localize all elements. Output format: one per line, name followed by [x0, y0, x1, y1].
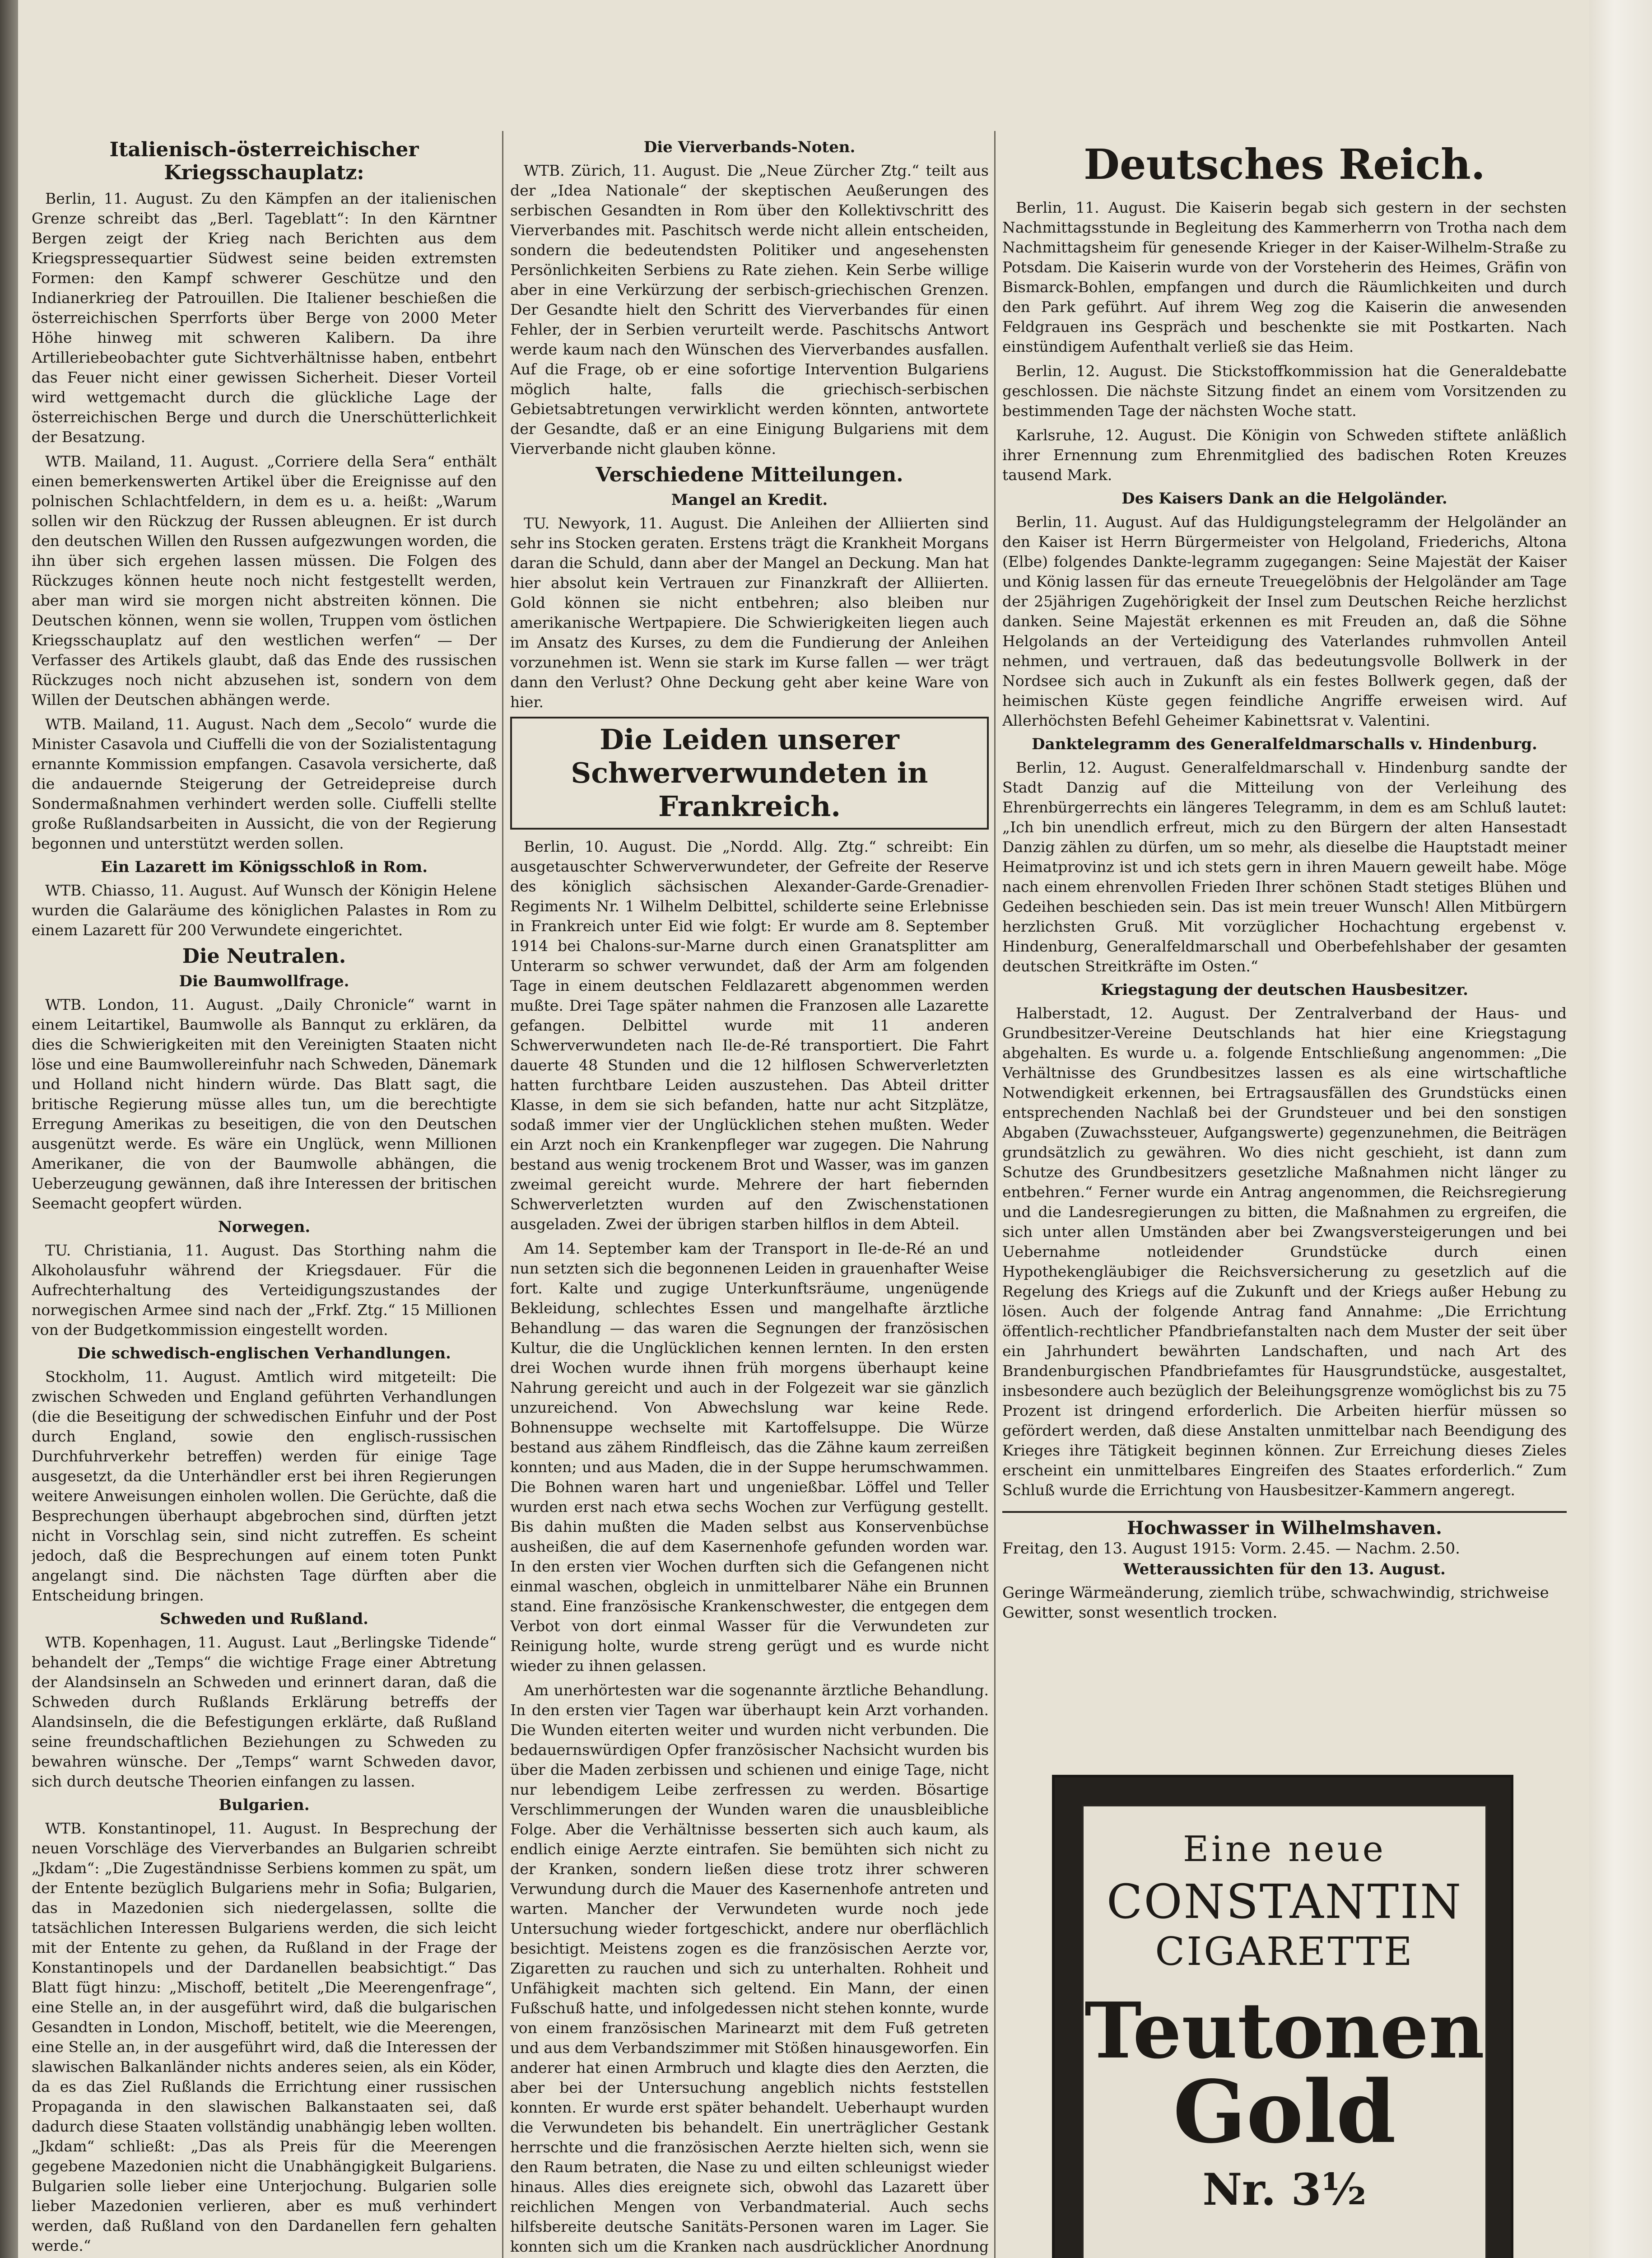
subheadline: Mangel an Kredit.: [671, 491, 828, 509]
section-heading: Verschiedene Mitteilungen.: [596, 463, 903, 486]
tide-heading: Hochwasser in Wilhelmshaven.: [1002, 1511, 1567, 1539]
article-paragraph: Berlin, 10. August. Die „Nordd. Allg. Ztg.“ schreibt: Ein ausgetauschter Schwerverwundeter, der Gefreite der Reserve des königlich sächsischen Alexander-Garde-Grenadier-Regiments Nr. 1 Wilhelm Delbittel, schilderte seine Erlebnisse in Frankreich unter Eid wie folgt: Er wurde am 8. September 1914 bei Chalons-sur-Marne durch einen Granatsplitter am Unterarm so schwer verwundet, daß der Arm am folgenden Tage in einem deutschen Feldlazarett abgenommen werden mußte. Drei Tage später nahmen die Franzosen alle Lazarette gefangen. Delbittel wurde mit 11 anderen Schwerverwundeten nach Ile-de-Ré transportiert. Die Fahrt dauerte 48 Stunden und die 12 hilflosen Schwerverletzten hatten furchtbare Leiden auszustehen. Das Abteil dritter Klasse, in dem sie sich befanden, hatte nur acht Sitzplätze, sodaß immer vier der Unglücklichen stehen mußten. Weder ein Arzt noch ein Krankenpfleger war zugegen. Die Nahrung bestand aus wenig trockenem Brot und Wasser, was im ganzen zweimal gereicht wurde. Mehrere der hart fiebernden Schwerverletzten wurden auf den Zwischenstationen ausgeladen. Zwei der übrigen starben hilflos in dem Abteil.: [510, 838, 989, 1233]
ad-line: CIGARETTE: [1155, 1929, 1414, 1974]
ad-line: Eine neue: [1183, 1829, 1386, 1870]
article-paragraph: Berlin, 12. August. Generalfeldmarschall v. Hindenburg sandte der Stadt Danzig auf die Mitteilung von der Verleihung des Ehrenbürgerrechts ein längeres Telegramm, in dem es am Schluß lautet: „Ich bin unendlich erfreut, mich zu den Bürgern der alten Hansestadt Danzig zählen zu dürfen, um so mehr, als dieselbe die Hauptstadt meiner Heimatprovinz ist und ich stets gern in ihren Mauern geweilt habe. Möge nach einem ehrenvollen Frieden Ihrer schönen Stadt stetiges Blühen und Gedeihen beschieden sein. Das ist mein treuer Wunsch! Allen Mitbürgern herzlichsten Gruß. Mit vorzüglicher Hochachtung ergebenst v. Hindenburg, Generalfeldmarschall und Oberbefehlshaber der gesamten deutschen Streitkräfte im Osten.“: [1002, 759, 1567, 975]
article-paragraph: WTB. Konstantinopel, 11. August. In Besprechung der neuen Vorschläge des Vierverbandes an Bulgarien schreibt „Jkdam“: „Die Zugeständnisse Serbiens kommen zu spät, um der Entente bezüglich Bulgariens mehr in Sofia; Bulgarien, das in Mazedonien sich niedergelassen, sollte die tatsächlichen Interessen Bulgariens werden, die sich leicht mit der Entente zu gehen, da Rußland in der Frage der Konstantinopels und der Dardanellen beabsichtigt.“ Das Blatt fügt hinzu: „Mischoff, betitelt „Die Meerengenfrage“, eine Stelle an, in der ausgeführt wird, daß die bulgarischen Gesandten in London, Mischoff, betitelt, wie die Meerengen, eine Stelle an, in der ausgeführt wird, daß die Interessen der slawischen Balkanländer nichts anderes seien, als ein Köder, da es das Ziel Rußlands die Errichtung einer russischen Propaganda in den slawischen Balkanstaaten sei, daß dadurch diese Staaten vollständig unabhängig leben wollten. „Jkdam“ schließt: „Das als Preis für die Meerengen gegebene Mazedonien nicht die Unabhängigkeit Bulgariens. Bulgarien solle lieber eine Unterjochung. Bulgarien solle lieber Mazedonien verlieren, aber es muß verhindert werden, daß Rußland von den Dardanellen fern gehalten werde.“: [32, 1819, 497, 2254]
page-margin: [1589, 0, 1652, 2258]
article-paragraph: WTB. Kopenhagen, 11. August. Laut „Berlingske Tidende“ behandelt der „Temps“ die wichtige Frage einer Abtretung der Alandsinseln an Schweden und erinnert daran, daß die Schweden durch Rußlands Erklärung betreffs der Alandsinseln, die die Befestigungen erklärte, daß Rußland seine freundschaftlichen Beziehungen zu Schweden zu bewahren wünsche. Der „Temps“ warnt Schweden davor, sich durch deutsche Theorien einfangen zu lassen.: [32, 1633, 497, 1790]
article-paragraph: Berlin, 11. August. Die Kaiserin begab sich gestern in der sechsten Nachmittagsstunde in Begleitung des Kammerherrn von Trotha nach dem Nachmittagsheim für genesende Krieger in der Kaiser-Wilhelm-Straße zu Potsdam. Die Kaiserin wurde von der Vorsteherin des Heimes, Gräfin von Bismarck-Bohlen, empfangen und durch die Räumlichkeiten und durch den Park geführt. Auf ihrem Weg zog die Kaiserin die anwesenden Feldgrauen ins Gespräch und beschenkte sie mit Postkarten. Nach einstündigem Aufenthalt verließ sie das Heim.: [1002, 199, 1567, 355]
boxed-headline: Die Leiden unserer Schwerverwundeten in Frankreich.: [510, 717, 989, 830]
subheadline: Die Vierverbands-Noten.: [643, 138, 856, 156]
column-rule: [502, 131, 503, 2258]
article-paragraph: WTB. Chiasso, 11. August. Auf Wunsch der Königin Helene wurden die Galaräume des königlichen Palastes in Rom zu einem Lazarett für 200 Verwundete eingerichtet.: [32, 882, 497, 939]
article-paragraph: Berlin, 11. August. Zu den Kämpfen an der italienischen Grenze schreibt das „Berl. Tageblatt“: In den Kärntner Bergen zeigt der Krieg nach Berichten aus dem Kriegspressequartier Südwest seine beiden extremsten Formen: den Kampf schwerer Geschütze und den Indianerkrieg der Patrouillen. Die Italiener beschießen die österreichischen Sperrforts über Berge von 2000 Meter Höhe hinweg mit schweren Kalibern. Da ihre Artilleriebeobachter gute Sichtverhältnisse haben, entbehrt das Feuer nicht einer gewissen Sicherheit. Dieser Vorteil wird wettgemacht durch die glückliche Lage der österreichischen Berge und durch die Unerschütterlichkeit der Besatzung.: [32, 190, 497, 446]
headline: Italienisch-österreichischer Kriegsschauplatz:: [109, 138, 419, 184]
article-paragraph: Berlin, 12. August. Die Stickstoffkommission hat die Generaldebatte geschlossen. Die nächste Sitzung findet an einem vom Vorsitzenden zu bestimmenden Tage der nächsten Woche statt.: [1002, 362, 1567, 420]
article-paragraph: Am 14. September kam der Transport in Ile-de-Ré an und nun setzten sich die begonnenen Leiden in grauenhafter Weise fort. Kalte und zugige Unterkunftsräume, ungenügende Bekleidung, schlechtes Essen und mangelhafte ärztliche Behandlung — das waren die Segnungen der französischen Kultur, die die Unglücklichen kennen lernten. In den ersten drei Wochen wurde ihnen früh morgens überhaupt keine Nahrung gereicht und auch in der Folgezeit war sie gänzlich unzureichend. Von Abwechslung war keine Rede. Bohnensuppe wechselte mit Kartoffelsuppe. Die Würze bestand aus zähem Rindfleisch, das die Zähne kaum zerreißen konnten; und aus Maden, die in der Suppe herumschwammen. Die Bohnen waren hart und ungenießbar. Löffel und Teller wurden erst nach etwa sechs Wochen zur Verfügung gestellt. Bis dahin mußten die Maden selbst aus Konservenbüchse ausheißen, die auf dem Kasernenhofe gefunden worden war. In den ersten vier Wochen durften sich die Gefangenen nicht einmal waschen, obgleich in unmittelbarer Nähe ein Brunnen stand. Eine französische Krankenschwester, die entgegen dem Verbot von dort einmal Wasser für die Verwundeten zur Reinigung holte, wurde streng gerügt und es wurde nicht wieder zu ihnen gelassen.: [510, 1240, 989, 1675]
article-paragraph: TU. Newyork, 11. August. Die Anleihen der Alliierten sind sehr ins Stocken geraten. Erstens trägt die Krankheit Morgans daran die Schuld, dann aber der Mangel an Deckung. Man hat hier absolut kein Vertrauen zur Finanzkraft der Alliierten. Gold können sie nicht entbehren; also bleiben nur amerikanische Wertpapiere. Die Schwierigkeiten liegen auch im Ansatz des Kurses, zu dem die Fundierung der Anleihen vorzunehmen ist. Wenn sie stark im Kurse fallen — wer trägt dann den Verlust? Ohne Deckung geht aber keine Ware von hier.: [510, 514, 989, 711]
subheadline: Norwegen.: [218, 1218, 311, 1236]
weather-text: Geringe Wärmeänderung, ziemlich trübe, schwachwindig, strichweise Gewitter, sonst wesentlich trocken.: [1002, 1584, 1549, 1622]
subheadline: Des Kaisers Dank an die Helgoländer.: [1121, 490, 1447, 508]
cigarette-advertisement: [1052, 1775, 1513, 2258]
subheadline: Bulgarien.: [219, 1796, 310, 1814]
section-heading: Deutsches Reich.: [1084, 140, 1485, 189]
previous-page-edge: [0, 0, 18, 2258]
article-paragraph: WTB. Zürich, 11. August. Die „Neue Zürcher Ztg.“ teilt aus der „Idea Nationale“ der skeptischen Aeußerungen des serbischen Gesandten in Rom über den Kollektivschritt des Vierverbandes mit. Paschitsch werde nicht allein entscheiden, sondern die bedeutendsten Politiker und angesehensten Persönlichkeiten Serbiens zu Rate ziehen. Kein Serbe willige aber in eine Verkürzung der serbisch-griechischen Grenzen. Der Gesandte hielt den Schritt des Vierverbandes für einen Fehler, der in Serbien verurteilt werde. Paschitschs Antwort werde kaum nach den Wünschen des Vierverbandes ausfallen. Auf die Frage, ob er eine sofortige Intervention Bulgariens möglich halte, falls die griechisch-serbischen Gebietsabtretungen verwirklicht werden könnten, antwortete der Gesandte, daß er an eine Einigung Bulgariens mit dem Vierverbande nicht glauben könne.: [510, 162, 989, 457]
weather-heading: Wetteraussichten für den 13. August.: [1123, 1560, 1446, 1578]
article-paragraph: Berlin, 11. August. Auf das Huldigungstelegramm der Helgoländer an den Kaiser ist Herrn Bürgermeister von Helgoland, Friederichs, Altona (Elbe) folgendes Dankte-legramm zugegangen: Seine Majestät der Kaiser und König lassen für das erneute Treuegelöbnis der Helgoländer am Tage der 25jährigen Zugehörigkeit der Insel zum Deutschen Reiche herzlichst danken. Seine Majestät erkennen es mit Freuden an, daß die Söhne Helgolands an der Verteidigung des Vaterlandes ruhmvollen Anteil nehmen, und vertrauen, daß das bedeutungsvolle Bollwerk in der Nordsee sich auch in Zukunft als ein festes Bollwerk gegen, daß der heimischen Küste gegen feindliche Angriffe erweisen wird. Auf Allerhöchsten Befehl Geheimer Kabinettsrat v. Valentini.: [1002, 513, 1567, 729]
subheadline: Die schwedisch-englischen Verhandlungen.: [77, 1344, 451, 1362]
article-paragraph: Halberstadt, 12. August. Der Zentralverband der Haus- und Grundbesitzer-Vereine Deutschlands hat hier eine Kriegstagung abgehalten. Es wurde u. a. folgende Entschließung angenommen: „Die Verhältnisse des Grundbesitzes lassen es als eine wirtschaftliche Notwendigkeit erkennen, bei Ertragsausfällen des Grundstücks einen entsprechenden Nachlaß bei der Grundsteuer und bei den sonstigen Abgaben (Zuwachssteuer, Aufgangswerte) gegenzunehmen, die Beiträgen grundsätzlich zu gewähren. Wo dies nicht geschieht, ist dann zum Schutze des Grundbesitzers gesetzliche Maßnahmen nicht länger zu entbehren.“ Ferner wurde ein Antrag angenommen, die Reichsregierung und die Landesregierungen zu bitten, die Maßnahmen zu ergreifen, die sich unter allen Umständen aber bei Zwangsversteigerungen und bei Uebernahme notleidender Grundstücke durch einen Hypothekengläubiger die Reichsversicherung zu gesetzlich auf die Regelung des Kriegs auf die Zukunft und der Kriegs außer Hebung zu lösen. Auch der folgende Antrag fand Annahme: „Die Errichtung öffentlich-rechtlicher Pfandbriefanstalten nach dem Muster der seit über ein Jahrhundert bewährten Landschaften, und nach Art des Brandenburgischen Pfandbriefamtes für Hausgrundstücke, ausgestaltet, insbesondere auch bezüglich der Beleihungsgrenze womöglichst bis zu 75 Prozent ist dringend erforderlich. Die Arbeiten hierfür müssen so gefördert werden, daß diese Anstalten unmittelbar nach Beendigung des Krieges ihre Tätigkeit beginnen können. Zur Erreichung dieses Zieles erscheint ein unmittelbares Eingreifen des Staates erforderlich.“ Zum Schluß wurde die Errichtung von Hausbesitzer-Kammern angeregt.: [1002, 1004, 1567, 1499]
subheadline: Die Baumwollfrage.: [179, 972, 349, 990]
subheadline: Kriegstagung der deutschen Hausbesitzer.: [1101, 981, 1468, 999]
article-paragraph: Am unerhörtesten war die sogenannte ärztliche Behandlung. In den ersten vier Tagen war überhaupt kein Arzt vorhanden. Die Wunden eiterten weiter und wurden nicht verbunden. Die bedauernswürdigen Opfer französischer Nachsicht wurden bis über die Maden zerbissen und schienen und einige Tage, nicht nur lebendigem Leibe zerfressen zu werden. Bösartige Verschlimmerungen der Wunden waren die unausbleibliche Folge. Aber die Verhältnisse besserten sich auch kaum, als endlich einige Aerzte eintrafen. Sie bemühten sich nicht zu der Kranken, sondern ließen diese trotz ihrer schweren Verwundung durch die Mauer des Kasernenhofe antreten und warten. Mancher der Verwundeten wurde noch jede Untersuchung wieder fortgeschickt, andere nur oberflächlich besichtigt. Meistens zogen es die französischen Aerzte vor, Zigaretten zu rauchen und sich zu unterhalten. Rohheit und Unfähigkeit machten sich geltend. Ein Mann, der einen Fußschuß hatte, und infolgedessen nicht stehen konnte, wurde von einem französischen Marinearzt mit dem Fuß getreten und aus dem Verbandszimmer mit Stößen hinausgeworfen. Ein anderer hat einen Armbruch und klagte dies den Aerzten, die aber bei der Untersuchung angeblich nichts feststellen konnten. Er wurde erst später behandelt. Ueberhaupt wurden die Verwundeten bis behandelt. Ein unerträglicher Gestank herrschte und die französischen Aerzte hielten sich, wenn sie den Raum betraten, die Nase zu und eilten schleunigst wieder hinaus. Alles dies ereignete sich, obwohl das Lazarett über reichlichen Mengen von Verbandmaterial. Auch sechs hilfsbereite deutsche Sanitäts-Personen waren im Lager. Sie konnten sich um die Kranken nach ausdrücklicher Anordnung: [510, 1681, 989, 2255]
column-rule: [994, 131, 996, 2258]
section-heading: Die Neutralen.: [182, 945, 346, 968]
subheadline: Danktelegramm des Generalfeldmarschalls v. Hindenburg.: [1032, 735, 1537, 753]
article-paragraph: TU. Christiania, 11. August. Das Storthing nahm die Alkoholausfuhr während der Kriegsdauer. Für die Aufrechterhaltung des Verteidigungszustandes der norwegischen Armee sind nach der „Frkf. Ztg.“ 15 Millionen von der Budgetkommission eingestellt worden.: [32, 1241, 497, 1339]
subheadline: Ein Lazarett im Königsschloß in Rom.: [100, 858, 428, 876]
subheadline: Schweden und Rußland.: [160, 1610, 368, 1628]
article-paragraph: WTB. London, 11. August. „Daily Chronicle“ warnt in einem Leitartikel, Baumwolle als Bannqut zu erklären, da dies die Schwierigkeiten mit den Vereinigten Staaten nicht löse und eine Baumwollereinfuhr nach Schweden, Dänemark und Holland nicht hindern würde. Das Blatt sagt, die britische Regierung müsse alles tun, um die berechtigte Erregung Amerikas zu beseitigen, die von den Deutschen ausgenützt werde. Es wäre ein Unglück, wenn Millionen Amerikaner, die von der Baumwolle abhängen, die Ueberzeugung gewännen, daß ihre Interessen der britischen Seemacht geopfert würden.: [32, 996, 497, 1212]
article-paragraph: Stockholm, 11. August. Amtlich wird mitgeteilt: Die zwischen Schweden und England geführten Verhandlungen (die die Beseitigung der schwedischen Einfuhr und der Post durch England, sowie den englisch-russischen Durchfuhrverkehr betreffen) werden für einige Tage ausgesetzt, da die Unterhändler erst bei ihren Regierungen weitere Anweisungen einholen wollen. Die Gerüchte, daß die Besprechungen überhaupt abgebrochen sind, dürften jetzt nicht in Vorschlag sein, sind nicht zutreffen. Es scheint jedoch, daß die Besprechungen auf einem toten Punkt angelangt sind. Die nächsten Tage dürften aber die Entscheidung bringen.: [32, 1368, 497, 1604]
tide-times: Freitag, den 13. August 1915: Vorm. 2.45. — Nachm. 2.50.: [1002, 1540, 1460, 1558]
ad-product-name: Teutonen: [1084, 1986, 1485, 2076]
ad-brand: CONSTANTIN: [1106, 1874, 1463, 1929]
ad-number: Nr. 3½: [1202, 2164, 1367, 2215]
column-1: [32, 135, 497, 2258]
article-paragraph: Karlsruhe, 12. August. Die Königin von Schweden stiftete anläßlich ihrer Ernennung zum Ehrenmitglied des badischen Roten Kreuzes tausend Mark.: [1002, 426, 1567, 484]
advertisement-panel: [1082, 1805, 1487, 2258]
ad-product-name: Gold: [1173, 2062, 1396, 2162]
column-2: [510, 135, 989, 2258]
article-paragraph: WTB. Mailand, 11. August. „Corriere della Sera“ enthält einen bemerkenswerten Artikel über die Ereignisse auf den polnischen Schlachtfeldern, in dem es u. a. heißt: „Warum sollen wir den Rückzug der Russen ableugnen. Er ist durch den deutschen Willen den Russen aufgezwungen worden, die ihn über sich ergehen lassen müssen. Die Folgen des Rückzuges können heute noch nicht festgestellt werden, aber man wird sie morgen nicht abstreiten können. Die Deutschen können, wenn sie wollen, Truppen vom östlichen Kriegsschauplatz auf den westlichen werfen“ — Der Verfasser des Artikels glaubt, daß das Ende des russischen Rückzuges noch nicht abzusehen ist, sondern von dem Willen der Deutschen abhängen werde.: [32, 453, 497, 709]
article-paragraph: WTB. Mailand, 11. August. Nach dem „Secolo“ wurde die Minister Casavola und Ciuffelli die von der Sozialistentagung ernannte Kommission empfangen. Casavola versicherte, daß die andauernde Steigerung der Getreidepreise durch Sondermaßnahmen verhindert werden solle. Ciuffelli stellte große Rußlandsarbeiten in Aussicht, die von der Regierung begonnen und unterstützt werden sollen.: [32, 715, 497, 852]
